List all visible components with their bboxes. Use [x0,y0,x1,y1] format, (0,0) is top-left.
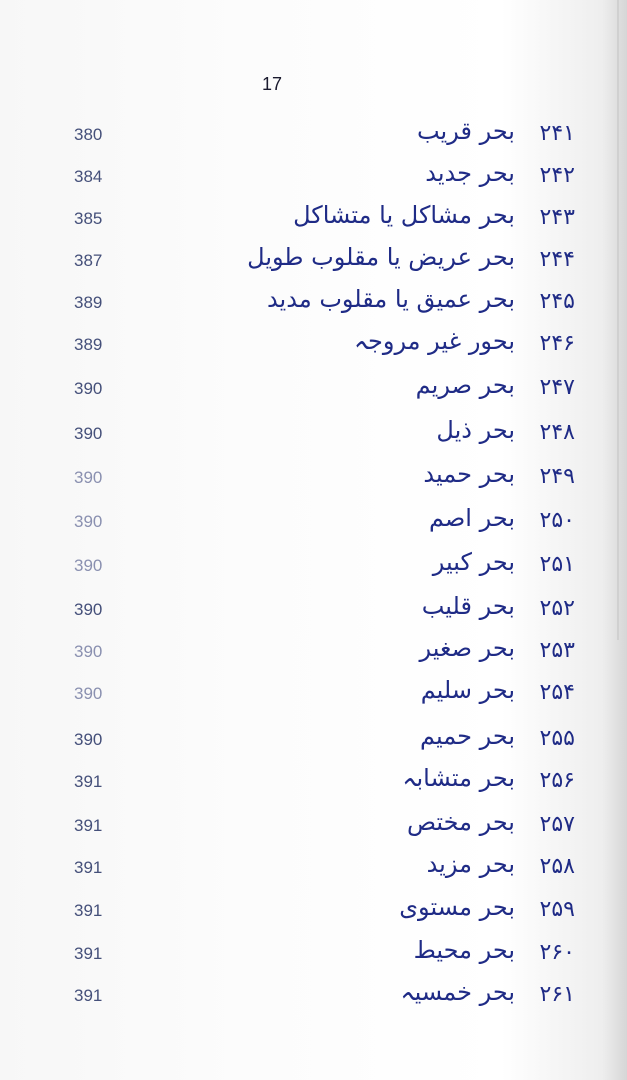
list-item [0,848,627,888]
entry-page-number: 390 [74,512,103,531]
entry-page-number: 391 [74,986,103,1005]
list-item [0,241,627,281]
entry-page-number: 391 [74,901,103,920]
entry-index: ۲۵۹ [539,897,575,922]
list-item [0,806,627,846]
entry-title: بحر قریب [416,117,515,145]
entry-title: بحر صریم [415,371,515,399]
entry-index: ۲۵۶ [539,768,575,793]
entry-title: بحر سلیم [420,676,515,704]
entry-title: بحر ذیل [436,416,515,444]
list-item [0,458,627,498]
entry-title: بحر مزید [426,850,515,878]
entry-page-number: 387 [74,251,103,270]
entry-index: ۲۴۲ [539,163,575,188]
entry-index: ۲۴۱ [539,121,575,146]
list-item [0,157,627,197]
entry-index: ۲۵۳ [539,638,575,663]
entry-title: بحر جدید [425,159,515,187]
entry-page-number: 391 [74,816,103,835]
entry-page-number: 390 [74,684,103,703]
entry-index: ۲۴۹ [539,464,575,489]
entry-page-number: 391 [74,772,103,791]
list-item [0,502,627,542]
list-item [0,976,627,1016]
entry-page-number: 385 [74,209,103,228]
entry-index: ۲۴۴ [539,247,575,272]
entry-index: ۲۴۸ [539,420,575,445]
entry-page-number: 390 [74,642,103,661]
entry-page-number: 380 [74,125,103,144]
entry-page-number: 391 [74,858,103,877]
entry-index: ۲۶۱ [539,982,575,1007]
list-item [0,891,627,931]
list-item [0,934,627,974]
entry-page-number: 391 [74,944,103,963]
list-item [0,369,627,409]
entry-page-number: 390 [74,600,103,619]
list-item [0,199,627,239]
entry-index: ۲۵۵ [539,726,575,751]
entry-index: ۲۵۲ [539,596,575,621]
entry-page-number: 390 [74,379,103,398]
entry-title: بحر صغیر [419,634,515,662]
list-item [0,632,627,672]
entry-page-number: 390 [74,730,103,749]
list-item [0,115,627,155]
entry-title: بحر اصم [428,504,515,532]
entry-title: بحر مستوی [399,893,515,921]
entry-index: ۲۵۰ [539,508,575,533]
entry-title: بحر حمیم [420,722,515,750]
entry-index: ۲۴۷ [539,375,575,400]
entry-title: بحر مشاکل یا متشاکل [293,201,515,229]
list-item [0,762,627,802]
list-item [0,546,627,586]
entry-page-number: 390 [74,556,103,575]
entry-index: ۲۵۴ [539,680,575,705]
entry-page-number: 389 [74,293,103,312]
entry-title: بحر محیط [413,936,515,964]
page-number: 17 [262,74,283,94]
entry-page-number: 389 [74,335,103,354]
list-item [0,674,627,714]
entry-title: بحر خمسیہ [400,978,515,1006]
entry-page-number: 390 [74,424,103,443]
list-item [0,414,627,454]
list-item [0,325,627,365]
entry-title: بحر عمیق یا مقلوب مدید [266,285,515,313]
entry-title: بحر متشابہ [402,764,515,792]
entry-title: بحور غیر مروجہ [353,327,515,355]
list-item [0,590,627,630]
entry-title: بحر حمید [423,460,515,488]
entry-index: ۲۵۷ [539,812,575,837]
entry-index: ۲۴۶ [539,331,575,356]
list-item [0,720,627,760]
entry-index: ۲۴۵ [539,289,575,314]
entry-index: ۲۶۰ [539,940,575,965]
entry-title: بحر عریض یا مقلوب طویل [247,243,515,271]
entry-page-number: 384 [74,167,103,186]
entry-title: بحر کبیر [432,548,515,576]
entry-page-number: 390 [74,468,103,487]
entry-index: ۲۵۸ [539,854,575,879]
list-item [0,283,627,323]
entry-title: بحر مختص [406,808,515,836]
entry-title: بحر قلیب [421,592,515,620]
entry-index: ۲۴۳ [539,205,575,230]
entry-index: ۲۵۱ [539,552,575,577]
